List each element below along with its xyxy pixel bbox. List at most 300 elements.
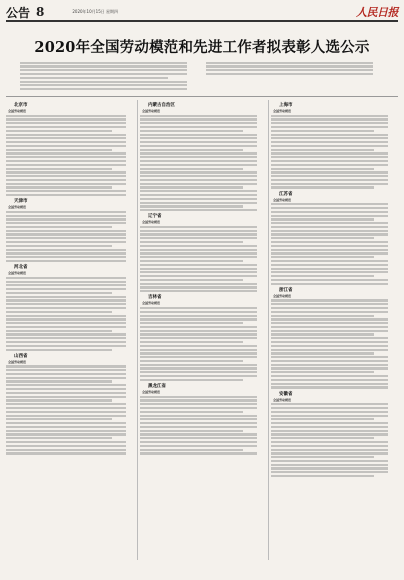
text-line	[140, 164, 257, 166]
text-line	[6, 183, 126, 185]
text-line	[6, 415, 126, 417]
text-line	[271, 449, 388, 451]
text-line	[140, 230, 257, 232]
category-heading: 全国劳动模范	[142, 109, 161, 113]
nominee-list	[271, 299, 397, 388]
page-number: 8	[36, 5, 45, 19]
text-line	[140, 437, 257, 439]
notice-columns	[6, 100, 398, 560]
text-line	[140, 186, 243, 188]
text-line	[140, 249, 257, 251]
text-line	[140, 341, 243, 343]
text-line	[271, 241, 388, 243]
text-line	[140, 426, 257, 428]
text-line	[6, 330, 112, 332]
region-heading: 黑龙江省	[148, 384, 166, 389]
text-line	[271, 311, 388, 313]
text-line	[140, 430, 243, 432]
nominee-list	[140, 115, 266, 212]
text-line	[140, 399, 257, 401]
text-line	[271, 260, 388, 262]
text-line	[6, 449, 126, 451]
text-line	[140, 126, 257, 128]
text-line	[6, 388, 126, 390]
text-line	[271, 245, 388, 247]
text-line	[271, 356, 388, 358]
category-heading: 全国劳动模范	[273, 293, 292, 298]
text-line	[140, 326, 257, 328]
text-line	[6, 441, 126, 443]
text-line	[6, 164, 126, 166]
text-line	[271, 364, 388, 366]
text-line	[6, 322, 126, 324]
text-line	[6, 407, 126, 409]
region-heading: 山西省	[14, 353, 28, 359]
text-line	[271, 299, 388, 301]
text-line	[271, 171, 388, 173]
text-line	[140, 422, 257, 424]
text-line	[271, 437, 374, 439]
text-line	[140, 209, 257, 211]
text-line	[6, 303, 126, 305]
text-line	[271, 467, 388, 469]
text-line	[140, 175, 257, 177]
text-line	[6, 256, 126, 258]
region-heading: 上海市	[279, 103, 293, 108]
text-line	[271, 386, 388, 388]
text-line	[271, 433, 388, 435]
text-line	[6, 149, 112, 151]
text-line	[271, 226, 388, 228]
text-line	[6, 333, 126, 335]
text-line	[271, 252, 388, 254]
text-line	[6, 190, 126, 192]
text-line	[6, 318, 126, 320]
text-line	[271, 115, 388, 117]
text-line	[140, 130, 243, 132]
text-line	[271, 207, 388, 209]
text-line	[271, 422, 388, 424]
text-line	[271, 149, 374, 151]
text-line	[6, 115, 126, 117]
text-line	[20, 62, 187, 64]
text-line	[140, 311, 257, 313]
text-line	[6, 288, 126, 290]
text-line	[6, 168, 112, 170]
text-line	[6, 430, 126, 432]
text-line	[6, 130, 112, 132]
text-line	[271, 183, 388, 185]
text-line	[6, 186, 112, 188]
text-line	[271, 352, 374, 354]
text-line	[271, 230, 388, 232]
divider-rule	[6, 96, 398, 97]
text-line	[140, 241, 243, 243]
text-line	[140, 245, 257, 247]
text-line	[271, 215, 388, 217]
text-line	[140, 194, 257, 196]
text-line	[140, 275, 257, 277]
text-line	[6, 175, 126, 177]
text-line	[271, 341, 388, 343]
text-line	[6, 260, 126, 262]
text-line	[140, 318, 257, 320]
text-line	[140, 379, 243, 381]
text-line	[140, 345, 257, 347]
text-line	[6, 145, 126, 147]
text-line	[140, 441, 257, 443]
text-line	[271, 383, 388, 385]
text-line	[6, 284, 126, 286]
text-line	[140, 183, 257, 185]
text-line	[271, 126, 388, 128]
text-line	[140, 315, 257, 317]
text-line	[140, 190, 257, 192]
text-line	[271, 411, 388, 413]
region-heading: 浙江省	[279, 287, 293, 293]
text-line	[140, 452, 257, 454]
text-line	[140, 333, 257, 335]
text-line	[271, 464, 388, 466]
text-line	[6, 141, 126, 143]
masthead	[6, 4, 398, 22]
text-line	[20, 69, 187, 71]
text-line	[20, 81, 187, 83]
notice-column	[268, 100, 397, 560]
text-line	[271, 156, 388, 158]
text-line	[6, 399, 112, 401]
text-line	[6, 292, 112, 294]
category-heading: 全国劳动模范	[142, 220, 161, 225]
text-line	[6, 337, 126, 339]
intro-paragraph-left	[20, 60, 200, 92]
text-line	[140, 264, 257, 266]
category-heading: 全国劳动模范	[8, 271, 27, 276]
text-line	[140, 364, 257, 366]
text-line	[140, 122, 257, 124]
text-line	[271, 249, 388, 251]
text-line	[6, 126, 126, 128]
text-line	[6, 237, 126, 239]
text-line	[140, 271, 257, 273]
text-line	[140, 233, 257, 235]
text-line	[271, 211, 388, 213]
text-line	[271, 237, 374, 239]
category-heading: 全国劳动模范	[273, 109, 292, 113]
text-line	[271, 134, 388, 136]
text-line	[6, 307, 126, 309]
text-line	[271, 179, 388, 181]
nominee-list	[271, 403, 397, 477]
text-line	[6, 211, 126, 213]
text-line	[20, 77, 168, 79]
text-line	[271, 130, 374, 132]
text-line	[140, 118, 257, 120]
text-line	[271, 256, 374, 258]
text-line	[271, 315, 374, 317]
text-line	[140, 445, 257, 447]
text-line	[206, 62, 373, 64]
text-line	[140, 415, 257, 417]
text-line	[6, 326, 126, 328]
text-line	[271, 175, 388, 177]
text-line	[140, 134, 257, 136]
text-line	[6, 156, 126, 158]
text-line	[6, 245, 112, 247]
text-line	[140, 160, 257, 162]
text-line	[271, 233, 388, 235]
text-line	[6, 222, 126, 224]
text-line	[20, 84, 187, 86]
text-line	[140, 449, 243, 451]
text-line	[271, 268, 388, 270]
text-line	[140, 260, 243, 262]
text-line	[6, 437, 112, 439]
text-line	[271, 141, 388, 143]
text-line	[6, 122, 126, 124]
text-line	[6, 160, 126, 162]
text-line	[6, 396, 126, 398]
region-heading: 辽宁省	[148, 214, 162, 220]
text-line	[206, 69, 373, 71]
text-line	[140, 198, 257, 200]
text-line	[140, 202, 257, 204]
text-line	[6, 134, 126, 136]
text-line	[271, 271, 388, 273]
text-line	[140, 115, 257, 117]
text-line	[140, 375, 257, 377]
text-line	[140, 411, 243, 413]
text-line	[140, 337, 257, 339]
text-line	[271, 426, 388, 428]
text-line	[6, 426, 126, 428]
text-line	[140, 268, 257, 270]
text-line	[6, 452, 126, 454]
text-line	[140, 256, 257, 258]
category-heading: 全国劳动模范	[142, 301, 161, 306]
text-line	[271, 337, 388, 339]
text-line	[6, 277, 126, 279]
text-line	[271, 318, 388, 320]
text-line	[140, 179, 257, 181]
text-line	[6, 345, 126, 347]
nominee-list	[6, 277, 135, 351]
text-line	[271, 330, 388, 332]
text-line	[140, 152, 257, 154]
text-line	[271, 452, 388, 454]
text-line	[6, 194, 126, 196]
text-line	[140, 349, 257, 351]
text-line	[140, 149, 243, 151]
region-heading: 安徽省	[279, 391, 293, 397]
text-line	[6, 365, 126, 367]
text-line	[6, 171, 126, 173]
nominee-list	[140, 396, 266, 455]
text-line	[271, 430, 388, 432]
text-line	[6, 341, 126, 343]
text-line	[6, 369, 126, 371]
text-line	[6, 230, 126, 232]
text-line	[271, 222, 388, 224]
text-line	[271, 152, 388, 154]
notice-column	[137, 100, 266, 560]
text-line	[6, 218, 126, 220]
text-line	[6, 252, 126, 254]
text-line	[271, 168, 374, 170]
text-line	[140, 168, 243, 170]
text-line	[6, 233, 126, 235]
text-line	[6, 281, 126, 283]
text-line	[6, 422, 126, 424]
text-line	[140, 145, 257, 147]
text-line	[6, 373, 126, 375]
text-line	[140, 137, 257, 139]
text-line	[271, 360, 388, 362]
text-line	[140, 307, 257, 309]
text-line	[271, 279, 388, 281]
text-line	[6, 349, 112, 351]
text-line	[6, 411, 126, 413]
text-line	[271, 371, 374, 373]
text-line	[6, 392, 126, 394]
text-line	[140, 322, 243, 324]
region-heading: 北京市	[14, 103, 28, 108]
text-line	[140, 360, 243, 362]
text-line	[271, 367, 388, 369]
paper-logo: 人民日报	[356, 6, 398, 19]
nominee-list	[140, 226, 266, 292]
text-line	[6, 179, 126, 181]
text-line	[140, 330, 257, 332]
text-line	[271, 471, 388, 473]
text-line	[271, 145, 388, 147]
text-line	[6, 137, 126, 139]
text-line	[271, 283, 388, 285]
text-line	[140, 418, 257, 420]
text-line	[271, 307, 388, 309]
notice-column	[6, 100, 135, 560]
text-line	[271, 186, 374, 188]
text-line	[271, 275, 374, 277]
text-line	[6, 241, 126, 243]
text-line	[20, 73, 187, 75]
region-heading: 吉林省	[148, 295, 162, 301]
text-line	[6, 249, 126, 251]
text-line	[271, 403, 388, 405]
text-line	[271, 122, 388, 124]
category-heading: 全国劳动模范	[8, 359, 27, 364]
nominee-list	[271, 115, 397, 189]
text-line	[140, 286, 257, 288]
text-line	[271, 475, 374, 477]
category-heading: 全国劳动模范	[273, 197, 292, 202]
text-line	[20, 88, 187, 90]
text-line	[140, 396, 257, 398]
text-line	[206, 73, 373, 75]
nominee-list	[6, 365, 135, 454]
page-title: 2020年全国劳动模范和先进工作者拟表彰人选公示	[34, 39, 370, 56]
text-line	[6, 315, 126, 317]
text-line	[206, 65, 373, 67]
text-line	[6, 433, 126, 435]
text-line	[271, 160, 388, 162]
text-line	[271, 322, 388, 324]
region-heading: 内蒙古自治区	[148, 103, 175, 108]
text-line	[271, 418, 374, 420]
text-line	[271, 345, 388, 347]
section-name: 公告	[6, 5, 31, 20]
text-line	[6, 377, 126, 379]
text-line	[271, 137, 388, 139]
category-heading: 全国劳动模范	[8, 109, 27, 113]
text-line	[6, 418, 112, 420]
text-line	[140, 205, 243, 207]
text-line	[271, 441, 388, 443]
text-line	[6, 296, 126, 298]
nominee-list	[271, 203, 397, 285]
text-line	[140, 371, 257, 373]
text-line	[6, 299, 126, 301]
text-line	[271, 415, 388, 417]
text-line	[271, 203, 388, 205]
text-line	[140, 141, 257, 143]
text-line	[140, 237, 257, 239]
text-line	[140, 407, 257, 409]
text-line	[140, 279, 243, 281]
text-line	[140, 403, 257, 405]
text-line	[140, 356, 257, 358]
text-line	[20, 65, 187, 67]
text-line	[140, 156, 257, 158]
text-line	[271, 407, 388, 409]
text-line	[6, 380, 112, 382]
nominee-list	[6, 211, 135, 262]
text-line	[6, 445, 126, 447]
text-line	[271, 326, 388, 328]
text-line	[140, 252, 257, 254]
text-line	[271, 456, 374, 458]
text-line	[271, 349, 388, 351]
text-line	[140, 290, 257, 292]
region-heading: 江苏省	[279, 191, 293, 197]
text-line	[140, 433, 257, 435]
text-line	[6, 384, 126, 386]
text-line	[6, 152, 126, 154]
text-line	[271, 218, 374, 220]
issue-date: 2020年10月15日 星期四	[72, 9, 119, 14]
nominee-list	[6, 115, 135, 197]
text-line	[271, 379, 388, 381]
text-line	[140, 367, 257, 369]
category-heading: 全国劳动模范	[273, 397, 292, 402]
nominee-list	[140, 307, 266, 381]
category-heading: 全国劳动模范	[8, 205, 27, 210]
text-line	[140, 226, 257, 228]
text-line	[271, 445, 388, 447]
text-line	[6, 311, 112, 313]
text-line	[140, 352, 257, 354]
text-line	[6, 215, 126, 217]
text-line	[6, 403, 126, 405]
text-line	[271, 303, 388, 305]
text-line	[140, 283, 257, 285]
text-line	[271, 264, 388, 266]
text-line	[6, 226, 112, 228]
text-line	[271, 118, 388, 120]
text-line	[271, 375, 388, 377]
region-heading: 河北省	[14, 265, 28, 271]
text-line	[271, 460, 388, 462]
